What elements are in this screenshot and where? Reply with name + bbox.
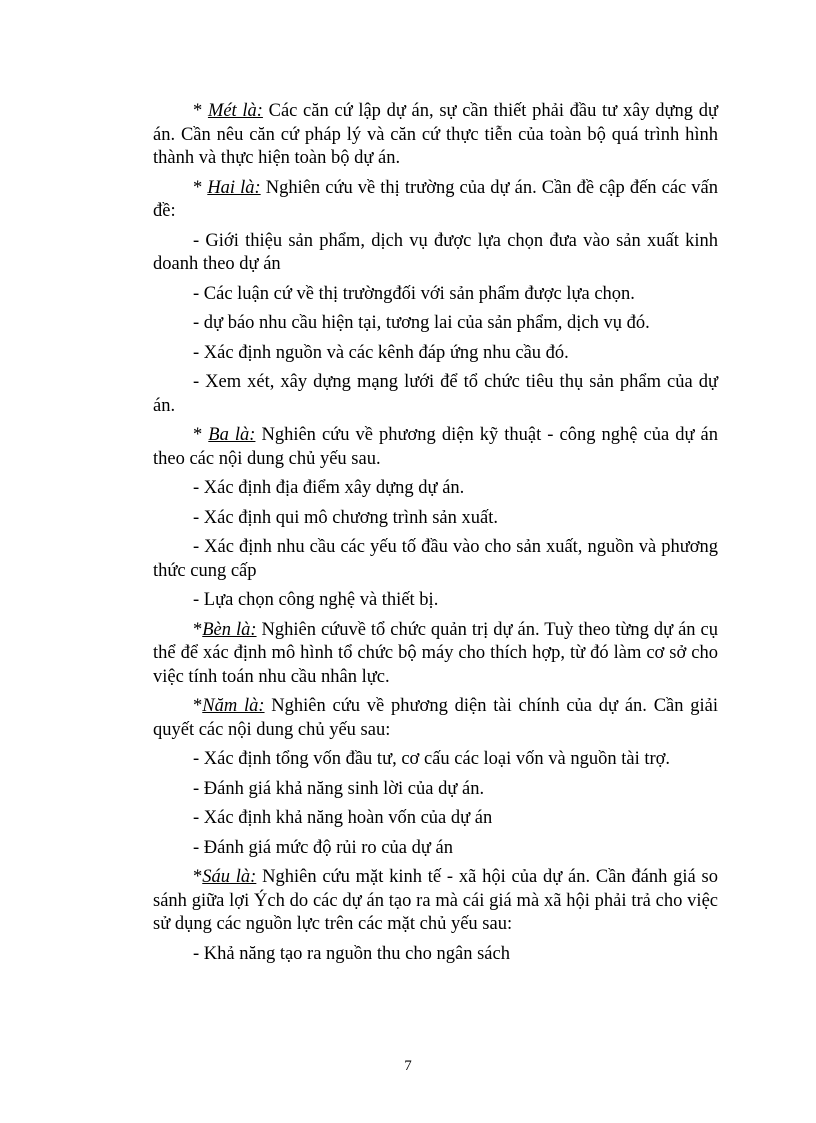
- section-two-bullet-5: - Xem xét, xây dựng mạng lưới để tổ chức tiêu thụ sản phẩm của dự án.: [153, 372, 718, 416]
- section-one-star: *: [193, 101, 208, 121]
- section-four-text: Nghiên cứuvề tổ chức quản trị dự án. Tuỳ theo từng dự án cụ thể để xác định mô hình tổ chức bộ máy cho thích hợp, từ đó làm cơ sở cho việc tính toán nhu cầu nhân lực.: [153, 619, 718, 687]
- section-six-bullet-1: - Khả năng tạo ra nguồn thu cho ngân sách: [193, 943, 510, 964]
- section-two-lead: Hai là:: [207, 177, 261, 198]
- section-six-lead: Sáu là:: [202, 867, 257, 887]
- section-five-bullet-1: - Xác định tổng vốn đầu tư, cơ cấu các loại vốn và nguồn tài trợ.: [193, 749, 671, 769]
- section-three-paragraph: [153, 424, 718, 471]
- section-four-star: *: [193, 619, 203, 640]
- section-four-lead: Bèn là:: [202, 619, 257, 640]
- section-five-bullet-2: - Đánh giá khả năng sinh lời của dự án.: [193, 778, 485, 799]
- section-five-star: *: [193, 696, 203, 716]
- section-one-paragraph: [153, 100, 718, 171]
- page-content: [153, 100, 718, 972]
- section-three-lead: Ba là:: [208, 425, 256, 445]
- section-two-text: Nghiên cứu về thị trường của dự án. Cần đề cập đến các vấn đề:: [153, 177, 718, 221]
- section-five-lead: Năm là:: [202, 696, 265, 716]
- section-two-bullet-3: - dự báo nhu cầu hiện tại, tương lai của sản phẩm, dịch vụ đó.: [193, 313, 650, 333]
- section-four-paragraph: [153, 619, 718, 690]
- section-one-lead: Mét là:: [207, 101, 263, 121]
- section-three-bullet-4: - Lựa chọn công nghệ và thiết bị.: [193, 590, 439, 610]
- section-two-paragraph: [153, 177, 718, 224]
- section-five-bullet-3: - Xác định khả năng hoàn vốn của dự án: [193, 808, 493, 828]
- section-two-bullet-2: - Các luận cứ về thị trườngđối với sản phẩm được lựa chọn.: [193, 283, 635, 304]
- section-three-text: Nghiên cứu về phương diện kỹ thuật - công nghệ của dự án theo các nội dung chủ yếu sau.: [153, 425, 718, 469]
- section-three-bullet-1: - Xác định địa điểm xây dựng dự án.: [193, 478, 465, 498]
- section-two-bullet-4: - Xác định nguồn và các kênh đáp ứng nhu cầu đó.: [193, 342, 569, 363]
- section-two-star: *: [193, 177, 208, 198]
- section-six-star: *: [193, 867, 203, 887]
- section-six-text: Nghiên cứu mặt kinh tế - xã hội của dự án. Cần đánh giá so sánh giữa lợi Ých do các dự án tạo ra mà cái giá mà xã hội phải trả cho việc sử dụng các nguồn lực trên các mặt chủ yếu sau:: [153, 867, 718, 934]
- section-two-bullet-1: - Giới thiệu sản phẩm, dịch vụ được lựa chọn đưa vào sản xuất kinh doanh theo dự án: [153, 230, 718, 274]
- section-three-bullet-3: - Xác định nhu cầu các yếu tố đầu vào cho sản xuất, nguồn và phương thức cung cấp: [153, 537, 718, 581]
- section-three-star: *: [193, 425, 209, 445]
- section-three-bullet-2: - Xác định qui mô chương trình sản xuất.: [193, 507, 498, 528]
- section-five-text: Nghiên cứu về phương diện tài chính của dự án. Cần giải quyết các nội dung chủ yếu sau:: [153, 696, 719, 740]
- section-five-paragraph: [153, 695, 718, 742]
- section-five-bullet-4: - Đánh giá mức độ rủi ro của dự án: [193, 837, 453, 858]
- page-number: 7: [404, 1058, 412, 1074]
- section-one-text: Các căn cứ lập dự án, sự cần thiết phải đầu tư xây dựng dự án. Cần nêu căn cứ pháp lý và căn cứ thực tiễn của toàn bộ quá trình hình thành và thực hiện toàn bộ dự án.: [153, 101, 719, 168]
- section-six-paragraph: [153, 866, 718, 937]
